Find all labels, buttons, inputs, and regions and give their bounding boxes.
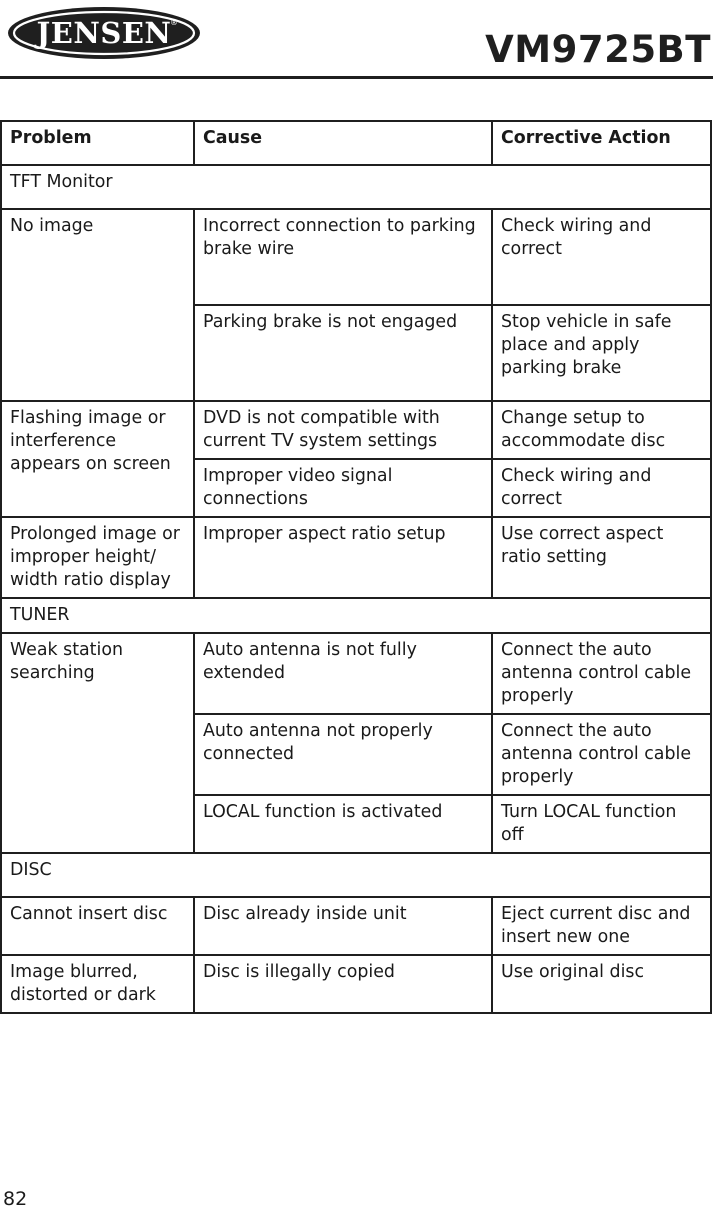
- page-number: 82: [3, 1188, 28, 1210]
- table-header-row: [1, 121, 711, 165]
- header-rule: [0, 76, 713, 79]
- section-row: [1, 598, 711, 633]
- cause-cell: Improper aspect ratio setup: [194, 517, 492, 598]
- action-cell: Change setup to accommodate disc: [492, 401, 711, 459]
- problem-cell: Cannot insert disc: [1, 897, 194, 955]
- cause-cell: Parking brake is not engaged: [194, 305, 492, 401]
- section-title-disc: DISC: [1, 853, 711, 897]
- problem-cell: Image blurred, distorted or dark: [1, 955, 194, 1013]
- action-cell: Turn LOCAL function off: [492, 795, 711, 853]
- table-row: [1, 633, 711, 714]
- cause-cell: Auto antenna not properly connected: [194, 714, 492, 795]
- problem-cell: Weak station searching: [1, 633, 194, 853]
- action-cell: Stop vehicle in safe place and apply parking brake: [492, 305, 711, 401]
- page-header: [0, 0, 713, 82]
- section-title-tuner: TUNER: [1, 598, 711, 633]
- table-row: [1, 209, 711, 305]
- table-row: [1, 517, 711, 598]
- section-row: [1, 165, 711, 209]
- cause-cell: Auto antenna is not fully extended: [194, 633, 492, 714]
- column-header-problem: Problem: [1, 121, 194, 165]
- problem-cell: No image: [1, 209, 194, 401]
- cause-cell: Improper video signal connections: [194, 459, 492, 517]
- action-cell: Connect the auto antenna control cable properly: [492, 714, 711, 795]
- table-row: [1, 897, 711, 955]
- action-cell: Check wiring and correct: [492, 459, 711, 517]
- troubleshooting-table: [0, 120, 712, 1014]
- cause-cell: LOCAL function is activated: [194, 795, 492, 853]
- section-title-tft: TFT Monitor: [1, 165, 711, 209]
- action-cell: Connect the auto antenna control cable properly: [492, 633, 711, 714]
- column-header-cause: Cause: [194, 121, 492, 165]
- action-cell: Eject current disc and insert new one: [492, 897, 711, 955]
- problem-cell: Prolonged image or improper height/ width ratio display: [1, 517, 194, 598]
- svg-text:JENSEN: JENSEN: [36, 16, 172, 50]
- svg-text:®: ®: [170, 18, 178, 27]
- column-header-action: Corrective Action: [492, 121, 711, 165]
- model-number: VM9725BT: [485, 28, 711, 71]
- cause-cell: Incorrect connection to parking brake wire: [194, 209, 492, 305]
- cause-cell: Disc is illegally copied: [194, 955, 492, 1013]
- action-cell: Check wiring and correct: [492, 209, 711, 305]
- action-cell: Use original disc: [492, 955, 711, 1013]
- problem-cell: Flashing image or interference appears on screen: [1, 401, 194, 517]
- jensen-logo: [6, 5, 202, 61]
- section-row: [1, 853, 711, 897]
- cause-cell: Disc already inside unit: [194, 897, 492, 955]
- table-row: [1, 955, 711, 1013]
- action-cell: Use correct aspect ratio setting: [492, 517, 711, 598]
- cause-cell: DVD is not compatible with current TV system settings: [194, 401, 492, 459]
- table-row: [1, 401, 711, 459]
